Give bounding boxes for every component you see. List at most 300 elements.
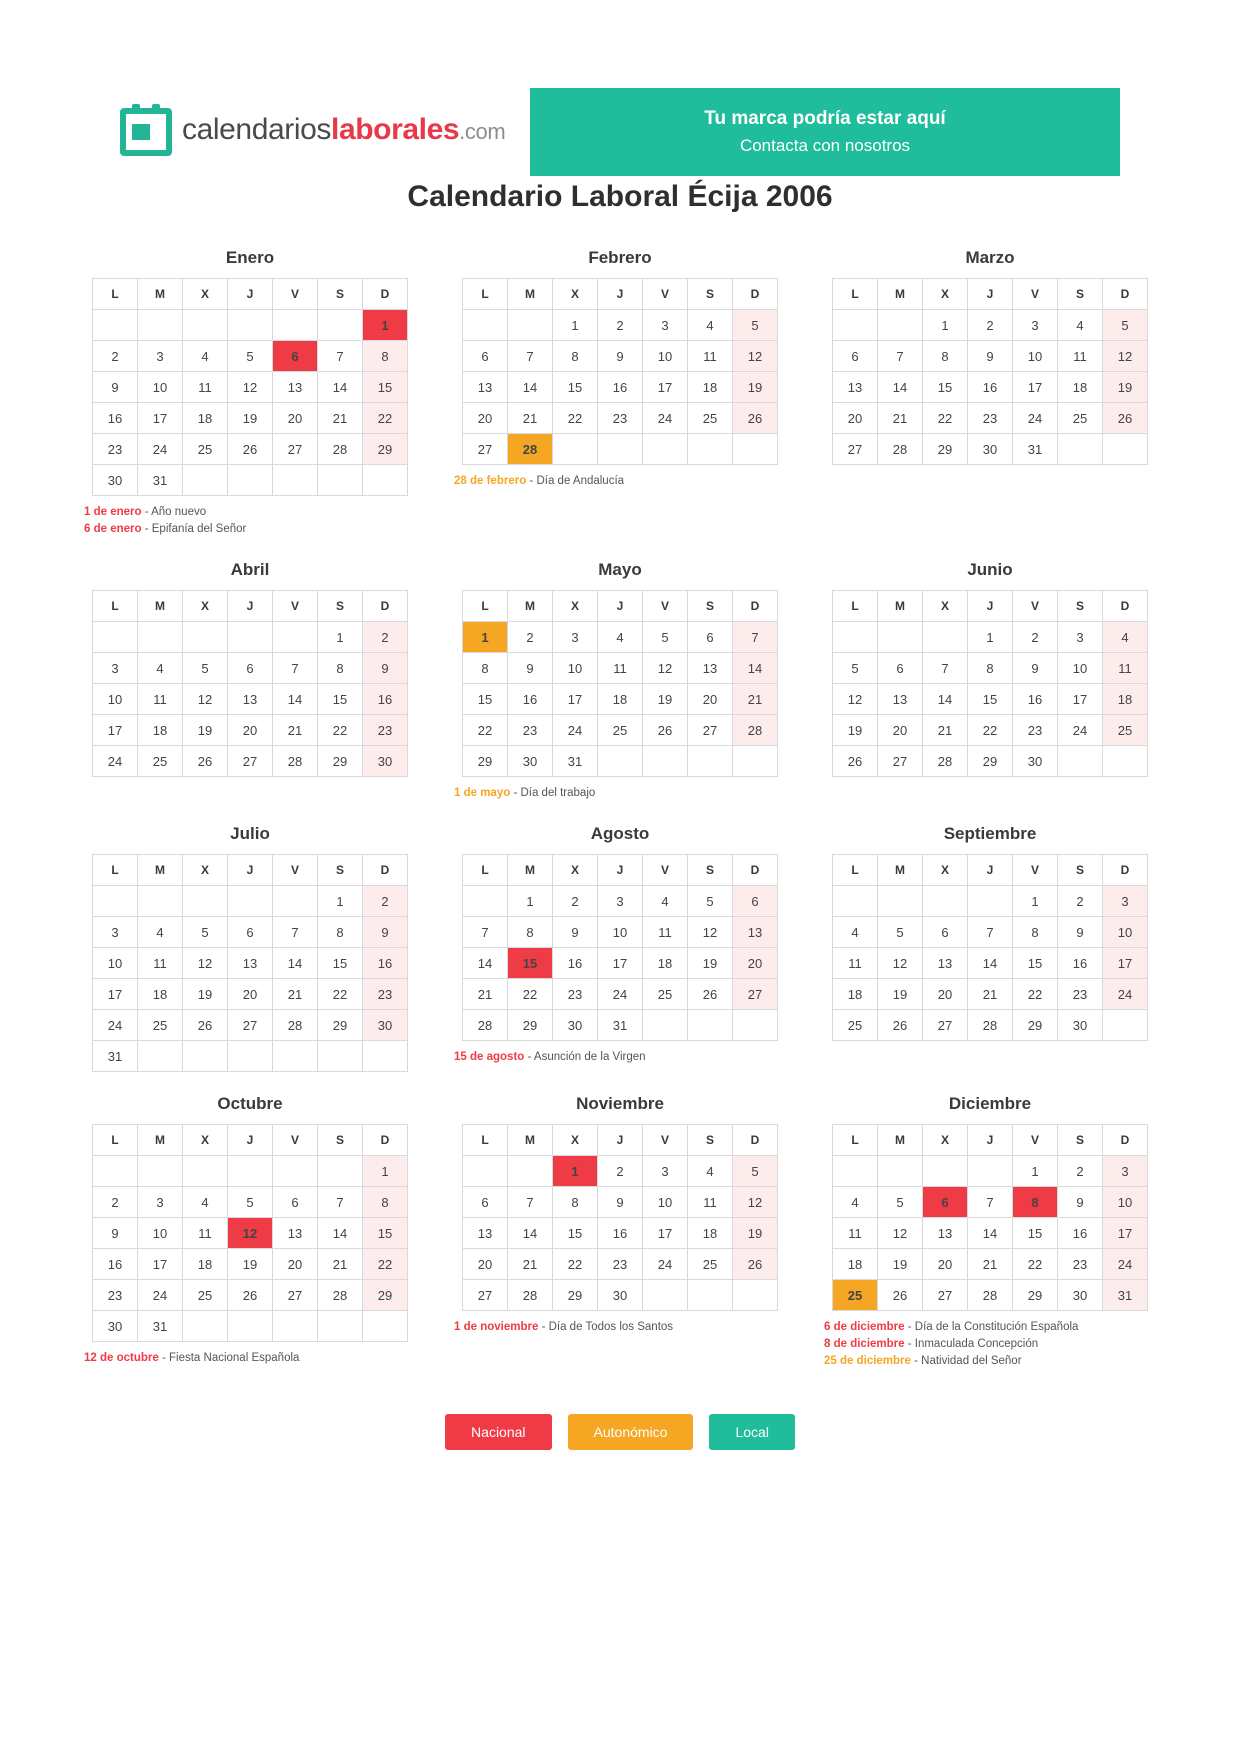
- sunday-day-cell[interactable]: 24: [1103, 1249, 1148, 1280]
- day-cell[interactable]: 1: [1013, 886, 1058, 917]
- sunday-day-cell[interactable]: 5: [733, 310, 778, 341]
- day-cell[interactable]: 11: [598, 653, 643, 684]
- day-cell[interactable]: 15: [318, 948, 363, 979]
- day-cell[interactable]: 28: [508, 1280, 553, 1311]
- day-cell[interactable]: 27: [463, 1280, 508, 1311]
- day-cell[interactable]: 4: [138, 653, 183, 684]
- day-cell[interactable]: 1: [968, 622, 1013, 653]
- day-cell[interactable]: 14: [968, 1218, 1013, 1249]
- day-cell[interactable]: 28: [273, 746, 318, 777]
- day-cell[interactable]: 17: [138, 403, 183, 434]
- day-cell[interactable]: 16: [968, 372, 1013, 403]
- day-cell[interactable]: 30: [1058, 1280, 1103, 1311]
- day-cell[interactable]: 3: [93, 653, 138, 684]
- day-cell[interactable]: 23: [598, 403, 643, 434]
- day-cell[interactable]: 7: [463, 917, 508, 948]
- holiday-day-cell[interactable]: 1: [363, 310, 408, 341]
- day-cell[interactable]: 8: [508, 917, 553, 948]
- day-cell[interactable]: 11: [688, 1187, 733, 1218]
- day-cell[interactable]: 16: [1058, 948, 1103, 979]
- day-cell[interactable]: 3: [138, 341, 183, 372]
- day-cell[interactable]: 18: [598, 684, 643, 715]
- legend-chip-autonómico[interactable]: Autonómico: [568, 1414, 694, 1450]
- day-cell[interactable]: 13: [228, 684, 273, 715]
- day-cell[interactable]: 16: [93, 1249, 138, 1280]
- day-cell[interactable]: 10: [93, 684, 138, 715]
- day-cell[interactable]: 1: [318, 886, 363, 917]
- day-cell[interactable]: 11: [1058, 341, 1103, 372]
- day-cell[interactable]: 15: [1013, 1218, 1058, 1249]
- day-cell[interactable]: 24: [93, 746, 138, 777]
- sunday-day-cell[interactable]: 20: [733, 948, 778, 979]
- day-cell[interactable]: 26: [228, 1280, 273, 1311]
- day-cell[interactable]: 2: [1058, 1156, 1103, 1187]
- day-cell[interactable]: 14: [923, 684, 968, 715]
- day-cell[interactable]: 18: [688, 372, 733, 403]
- sunday-day-cell[interactable]: 16: [363, 684, 408, 715]
- day-cell[interactable]: 29: [463, 746, 508, 777]
- sunday-day-cell[interactable]: 8: [363, 341, 408, 372]
- day-cell[interactable]: 4: [688, 310, 733, 341]
- day-cell[interactable]: 28: [318, 434, 363, 465]
- day-cell[interactable]: 18: [688, 1218, 733, 1249]
- day-cell[interactable]: 1: [1013, 1156, 1058, 1187]
- day-cell[interactable]: 13: [463, 372, 508, 403]
- day-cell[interactable]: 30: [553, 1010, 598, 1041]
- day-cell[interactable]: 22: [463, 715, 508, 746]
- day-cell[interactable]: 28: [878, 434, 923, 465]
- day-cell[interactable]: 11: [138, 684, 183, 715]
- day-cell[interactable]: 10: [643, 341, 688, 372]
- day-cell[interactable]: 4: [643, 886, 688, 917]
- day-cell[interactable]: 4: [138, 917, 183, 948]
- day-cell[interactable]: 17: [1013, 372, 1058, 403]
- day-cell[interactable]: 10: [93, 948, 138, 979]
- day-cell[interactable]: 10: [138, 1218, 183, 1249]
- day-cell[interactable]: 26: [183, 1010, 228, 1041]
- day-cell[interactable]: 31: [553, 746, 598, 777]
- day-cell[interactable]: 16: [598, 372, 643, 403]
- day-cell[interactable]: 15: [968, 684, 1013, 715]
- day-cell[interactable]: 29: [1013, 1280, 1058, 1311]
- day-cell[interactable]: 17: [553, 684, 598, 715]
- day-cell[interactable]: 14: [273, 948, 318, 979]
- sunday-day-cell[interactable]: 18: [1103, 684, 1148, 715]
- day-cell[interactable]: 2: [968, 310, 1013, 341]
- day-cell[interactable]: 11: [833, 1218, 878, 1249]
- day-cell[interactable]: 9: [1058, 1187, 1103, 1218]
- day-cell[interactable]: 28: [968, 1010, 1013, 1041]
- sunday-day-cell[interactable]: 28: [733, 715, 778, 746]
- day-cell[interactable]: 21: [463, 979, 508, 1010]
- day-cell[interactable]: 9: [93, 372, 138, 403]
- day-cell[interactable]: 2: [1013, 622, 1058, 653]
- day-cell[interactable]: 13: [463, 1218, 508, 1249]
- sunday-day-cell[interactable]: 5: [1103, 310, 1148, 341]
- day-cell[interactable]: 12: [183, 684, 228, 715]
- day-cell[interactable]: 21: [273, 715, 318, 746]
- day-cell[interactable]: 21: [273, 979, 318, 1010]
- day-cell[interactable]: 6: [688, 622, 733, 653]
- day-cell[interactable]: 27: [923, 1010, 968, 1041]
- day-cell[interactable]: 24: [598, 979, 643, 1010]
- day-cell[interactable]: 3: [1013, 310, 1058, 341]
- day-cell[interactable]: 18: [138, 979, 183, 1010]
- sunday-day-cell[interactable]: 17: [1103, 948, 1148, 979]
- sunday-day-cell[interactable]: 19: [1103, 372, 1148, 403]
- day-cell[interactable]: 5: [228, 341, 273, 372]
- day-cell[interactable]: 29: [508, 1010, 553, 1041]
- day-cell[interactable]: 22: [508, 979, 553, 1010]
- day-cell[interactable]: 10: [643, 1187, 688, 1218]
- day-cell[interactable]: 11: [183, 372, 228, 403]
- day-cell[interactable]: 10: [553, 653, 598, 684]
- day-cell[interactable]: 20: [923, 1249, 968, 1280]
- day-cell[interactable]: 26: [833, 746, 878, 777]
- ad-banner[interactable]: [530, 88, 1120, 176]
- day-cell[interactable]: 5: [228, 1187, 273, 1218]
- day-cell[interactable]: 20: [463, 403, 508, 434]
- day-cell[interactable]: 22: [318, 715, 363, 746]
- day-cell[interactable]: 13: [923, 1218, 968, 1249]
- day-cell[interactable]: 15: [463, 684, 508, 715]
- day-cell[interactable]: 26: [228, 434, 273, 465]
- day-cell[interactable]: 31: [598, 1010, 643, 1041]
- day-cell[interactable]: 17: [643, 372, 688, 403]
- day-cell[interactable]: 28: [463, 1010, 508, 1041]
- day-cell[interactable]: 30: [1058, 1010, 1103, 1041]
- day-cell[interactable]: 21: [318, 403, 363, 434]
- day-cell[interactable]: 25: [138, 746, 183, 777]
- holiday-day-cell[interactable]: 6: [923, 1187, 968, 1218]
- day-cell[interactable]: 30: [598, 1280, 643, 1311]
- day-cell[interactable]: 5: [833, 653, 878, 684]
- day-cell[interactable]: 20: [463, 1249, 508, 1280]
- sunday-day-cell[interactable]: 1: [363, 1156, 408, 1187]
- day-cell[interactable]: 24: [138, 434, 183, 465]
- sunday-day-cell[interactable]: 3: [1103, 886, 1148, 917]
- day-cell[interactable]: 7: [273, 653, 318, 684]
- day-cell[interactable]: 11: [833, 948, 878, 979]
- sunday-day-cell[interactable]: 16: [363, 948, 408, 979]
- sunday-day-cell[interactable]: 24: [1103, 979, 1148, 1010]
- day-cell[interactable]: 17: [138, 1249, 183, 1280]
- day-cell[interactable]: 29: [553, 1280, 598, 1311]
- day-cell[interactable]: 15: [553, 1218, 598, 1249]
- day-cell[interactable]: 20: [923, 979, 968, 1010]
- day-cell[interactable]: 27: [273, 1280, 318, 1311]
- day-cell[interactable]: 1: [318, 622, 363, 653]
- day-cell[interactable]: 3: [598, 886, 643, 917]
- site-logo[interactable]: [120, 88, 520, 156]
- day-cell[interactable]: 23: [93, 1280, 138, 1311]
- sunday-day-cell[interactable]: 9: [363, 653, 408, 684]
- day-cell[interactable]: 17: [1058, 684, 1103, 715]
- day-cell[interactable]: 25: [138, 1010, 183, 1041]
- day-cell[interactable]: 24: [643, 1249, 688, 1280]
- legend-chip-local[interactable]: Local: [709, 1414, 794, 1450]
- day-cell[interactable]: 25: [1058, 403, 1103, 434]
- day-cell[interactable]: 24: [93, 1010, 138, 1041]
- sunday-day-cell[interactable]: 2: [363, 622, 408, 653]
- day-cell[interactable]: 19: [228, 1249, 273, 1280]
- day-cell[interactable]: 8: [318, 653, 363, 684]
- day-cell[interactable]: 7: [318, 1187, 363, 1218]
- day-cell[interactable]: 6: [463, 341, 508, 372]
- day-cell[interactable]: 11: [643, 917, 688, 948]
- day-cell[interactable]: 7: [318, 341, 363, 372]
- sunday-day-cell[interactable]: 26: [733, 403, 778, 434]
- holiday-day-cell[interactable]: 12: [228, 1218, 273, 1249]
- day-cell[interactable]: 18: [833, 979, 878, 1010]
- day-cell[interactable]: 18: [183, 403, 228, 434]
- day-cell[interactable]: 20: [228, 979, 273, 1010]
- day-cell[interactable]: 16: [553, 948, 598, 979]
- day-cell[interactable]: 8: [463, 653, 508, 684]
- day-cell[interactable]: 2: [553, 886, 598, 917]
- day-cell[interactable]: 23: [1058, 1249, 1103, 1280]
- sunday-day-cell[interactable]: 7: [733, 622, 778, 653]
- day-cell[interactable]: 7: [968, 917, 1013, 948]
- day-cell[interactable]: 2: [598, 1156, 643, 1187]
- day-cell[interactable]: 27: [228, 746, 273, 777]
- day-cell[interactable]: 13: [273, 1218, 318, 1249]
- day-cell[interactable]: 25: [833, 1010, 878, 1041]
- day-cell[interactable]: 9: [598, 1187, 643, 1218]
- day-cell[interactable]: 3: [1058, 622, 1103, 653]
- day-cell[interactable]: 5: [183, 917, 228, 948]
- day-cell[interactable]: 23: [553, 979, 598, 1010]
- day-cell[interactable]: 4: [183, 1187, 228, 1218]
- legend-chip-nacional[interactable]: Nacional: [445, 1414, 551, 1450]
- sunday-day-cell[interactable]: 5: [733, 1156, 778, 1187]
- day-cell[interactable]: 27: [833, 434, 878, 465]
- day-cell[interactable]: 8: [553, 1187, 598, 1218]
- day-cell[interactable]: 20: [688, 684, 733, 715]
- day-cell[interactable]: 25: [643, 979, 688, 1010]
- sunday-day-cell[interactable]: 9: [363, 917, 408, 948]
- day-cell[interactable]: 4: [1058, 310, 1103, 341]
- day-cell[interactable]: 2: [1058, 886, 1103, 917]
- sunday-day-cell[interactable]: 21: [733, 684, 778, 715]
- sunday-day-cell[interactable]: 17: [1103, 1218, 1148, 1249]
- day-cell[interactable]: 23: [93, 434, 138, 465]
- sunday-day-cell[interactable]: 30: [363, 746, 408, 777]
- day-cell[interactable]: 24: [1058, 715, 1103, 746]
- holiday-day-cell[interactable]: 1: [553, 1156, 598, 1187]
- day-cell[interactable]: 14: [878, 372, 923, 403]
- day-cell[interactable]: 24: [1013, 403, 1058, 434]
- day-cell[interactable]: 25: [688, 403, 733, 434]
- day-cell[interactable]: 18: [833, 1249, 878, 1280]
- day-cell[interactable]: 24: [553, 715, 598, 746]
- day-cell[interactable]: 21: [508, 1249, 553, 1280]
- day-cell[interactable]: 5: [688, 886, 733, 917]
- day-cell[interactable]: 23: [1013, 715, 1058, 746]
- day-cell[interactable]: 23: [508, 715, 553, 746]
- day-cell[interactable]: 25: [598, 715, 643, 746]
- day-cell[interactable]: 16: [93, 403, 138, 434]
- holiday-day-cell[interactable]: 1: [463, 622, 508, 653]
- sunday-day-cell[interactable]: 19: [733, 372, 778, 403]
- holiday-day-cell[interactable]: 25: [833, 1280, 878, 1311]
- day-cell[interactable]: 27: [923, 1280, 968, 1311]
- sunday-day-cell[interactable]: 25: [1103, 715, 1148, 746]
- day-cell[interactable]: 1: [923, 310, 968, 341]
- day-cell[interactable]: 9: [553, 917, 598, 948]
- day-cell[interactable]: 8: [968, 653, 1013, 684]
- sunday-day-cell[interactable]: 10: [1103, 1187, 1148, 1218]
- day-cell[interactable]: 9: [598, 341, 643, 372]
- day-cell[interactable]: 3: [93, 917, 138, 948]
- day-cell[interactable]: 30: [93, 465, 138, 496]
- day-cell[interactable]: 28: [273, 1010, 318, 1041]
- day-cell[interactable]: 14: [273, 684, 318, 715]
- day-cell[interactable]: 29: [318, 1010, 363, 1041]
- day-cell[interactable]: 7: [273, 917, 318, 948]
- sunday-day-cell[interactable]: 14: [733, 653, 778, 684]
- day-cell[interactable]: 9: [1013, 653, 1058, 684]
- day-cell[interactable]: 14: [318, 1218, 363, 1249]
- day-cell[interactable]: 3: [138, 1187, 183, 1218]
- day-cell[interactable]: 19: [643, 684, 688, 715]
- day-cell[interactable]: 3: [643, 1156, 688, 1187]
- day-cell[interactable]: 11: [183, 1218, 228, 1249]
- sunday-day-cell[interactable]: 23: [363, 979, 408, 1010]
- day-cell[interactable]: 21: [878, 403, 923, 434]
- day-cell[interactable]: 18: [138, 715, 183, 746]
- day-cell[interactable]: 10: [1058, 653, 1103, 684]
- day-cell[interactable]: 20: [273, 403, 318, 434]
- day-cell[interactable]: 17: [643, 1218, 688, 1249]
- sunday-day-cell[interactable]: 10: [1103, 917, 1148, 948]
- day-cell[interactable]: 3: [643, 310, 688, 341]
- sunday-day-cell[interactable]: 23: [363, 715, 408, 746]
- day-cell[interactable]: 16: [1058, 1218, 1103, 1249]
- sunday-day-cell[interactable]: 22: [363, 1249, 408, 1280]
- sunday-day-cell[interactable]: 29: [363, 1280, 408, 1311]
- sunday-day-cell[interactable]: 13: [733, 917, 778, 948]
- day-cell[interactable]: 26: [688, 979, 733, 1010]
- day-cell[interactable]: 22: [553, 1249, 598, 1280]
- day-cell[interactable]: 14: [508, 1218, 553, 1249]
- day-cell[interactable]: 15: [318, 684, 363, 715]
- day-cell[interactable]: 31: [1013, 434, 1058, 465]
- day-cell[interactable]: 22: [968, 715, 1013, 746]
- day-cell[interactable]: 5: [643, 622, 688, 653]
- day-cell[interactable]: 22: [553, 403, 598, 434]
- day-cell[interactable]: 6: [833, 341, 878, 372]
- day-cell[interactable]: 4: [833, 917, 878, 948]
- day-cell[interactable]: 19: [878, 1249, 923, 1280]
- day-cell[interactable]: 11: [138, 948, 183, 979]
- day-cell[interactable]: 14: [318, 372, 363, 403]
- holiday-day-cell[interactable]: 28: [508, 434, 553, 465]
- day-cell[interactable]: 8: [1013, 917, 1058, 948]
- day-cell[interactable]: 25: [183, 434, 228, 465]
- holiday-day-cell[interactable]: 8: [1013, 1187, 1058, 1218]
- day-cell[interactable]: 8: [553, 341, 598, 372]
- day-cell[interactable]: 7: [878, 341, 923, 372]
- day-cell[interactable]: 30: [93, 1311, 138, 1342]
- day-cell[interactable]: 6: [273, 1187, 318, 1218]
- day-cell[interactable]: 13: [688, 653, 733, 684]
- day-cell[interactable]: 10: [1013, 341, 1058, 372]
- day-cell[interactable]: 29: [1013, 1010, 1058, 1041]
- sunday-day-cell[interactable]: 19: [733, 1218, 778, 1249]
- day-cell[interactable]: 17: [93, 979, 138, 1010]
- day-cell[interactable]: 4: [183, 341, 228, 372]
- day-cell[interactable]: 19: [183, 715, 228, 746]
- sunday-day-cell[interactable]: 12: [1103, 341, 1148, 372]
- day-cell[interactable]: 6: [463, 1187, 508, 1218]
- sunday-day-cell[interactable]: 31: [1103, 1280, 1148, 1311]
- day-cell[interactable]: 14: [463, 948, 508, 979]
- day-cell[interactable]: 27: [878, 746, 923, 777]
- day-cell[interactable]: 1: [553, 310, 598, 341]
- day-cell[interactable]: 16: [508, 684, 553, 715]
- day-cell[interactable]: 9: [1058, 917, 1103, 948]
- day-cell[interactable]: 28: [968, 1280, 1013, 1311]
- day-cell[interactable]: 5: [878, 1187, 923, 1218]
- day-cell[interactable]: 2: [93, 341, 138, 372]
- day-cell[interactable]: 24: [138, 1280, 183, 1311]
- day-cell[interactable]: 17: [598, 948, 643, 979]
- day-cell[interactable]: 8: [923, 341, 968, 372]
- day-cell[interactable]: 15: [923, 372, 968, 403]
- sunday-day-cell[interactable]: 29: [363, 434, 408, 465]
- day-cell[interactable]: 6: [923, 917, 968, 948]
- day-cell[interactable]: 2: [93, 1187, 138, 1218]
- sunday-day-cell[interactable]: 8: [363, 1187, 408, 1218]
- day-cell[interactable]: 19: [183, 979, 228, 1010]
- sunday-day-cell[interactable]: 3: [1103, 1156, 1148, 1187]
- day-cell[interactable]: 24: [643, 403, 688, 434]
- day-cell[interactable]: 29: [923, 434, 968, 465]
- day-cell[interactable]: 13: [878, 684, 923, 715]
- sunday-day-cell[interactable]: 27: [733, 979, 778, 1010]
- sunday-day-cell[interactable]: 30: [363, 1010, 408, 1041]
- day-cell[interactable]: 22: [923, 403, 968, 434]
- day-cell[interactable]: 19: [688, 948, 733, 979]
- day-cell[interactable]: 19: [878, 979, 923, 1010]
- day-cell[interactable]: 22: [1013, 979, 1058, 1010]
- day-cell[interactable]: 22: [1013, 1249, 1058, 1280]
- day-cell[interactable]: 30: [968, 434, 1013, 465]
- day-cell[interactable]: 15: [1013, 948, 1058, 979]
- day-cell[interactable]: 14: [968, 948, 1013, 979]
- day-cell[interactable]: 4: [833, 1187, 878, 1218]
- day-cell[interactable]: 16: [598, 1218, 643, 1249]
- day-cell[interactable]: 31: [93, 1041, 138, 1072]
- day-cell[interactable]: 26: [643, 715, 688, 746]
- day-cell[interactable]: 31: [138, 1311, 183, 1342]
- day-cell[interactable]: 5: [183, 653, 228, 684]
- day-cell[interactable]: 5: [878, 917, 923, 948]
- sunday-day-cell[interactable]: 12: [733, 1187, 778, 1218]
- day-cell[interactable]: 2: [598, 310, 643, 341]
- day-cell[interactable]: 20: [273, 1249, 318, 1280]
- sunday-day-cell[interactable]: 15: [363, 372, 408, 403]
- day-cell[interactable]: 13: [923, 948, 968, 979]
- sunday-day-cell[interactable]: 2: [363, 886, 408, 917]
- day-cell[interactable]: 13: [228, 948, 273, 979]
- day-cell[interactable]: 27: [688, 715, 733, 746]
- day-cell[interactable]: 4: [688, 1156, 733, 1187]
- holiday-day-cell[interactable]: 6: [273, 341, 318, 372]
- day-cell[interactable]: 21: [968, 979, 1013, 1010]
- day-cell[interactable]: 6: [878, 653, 923, 684]
